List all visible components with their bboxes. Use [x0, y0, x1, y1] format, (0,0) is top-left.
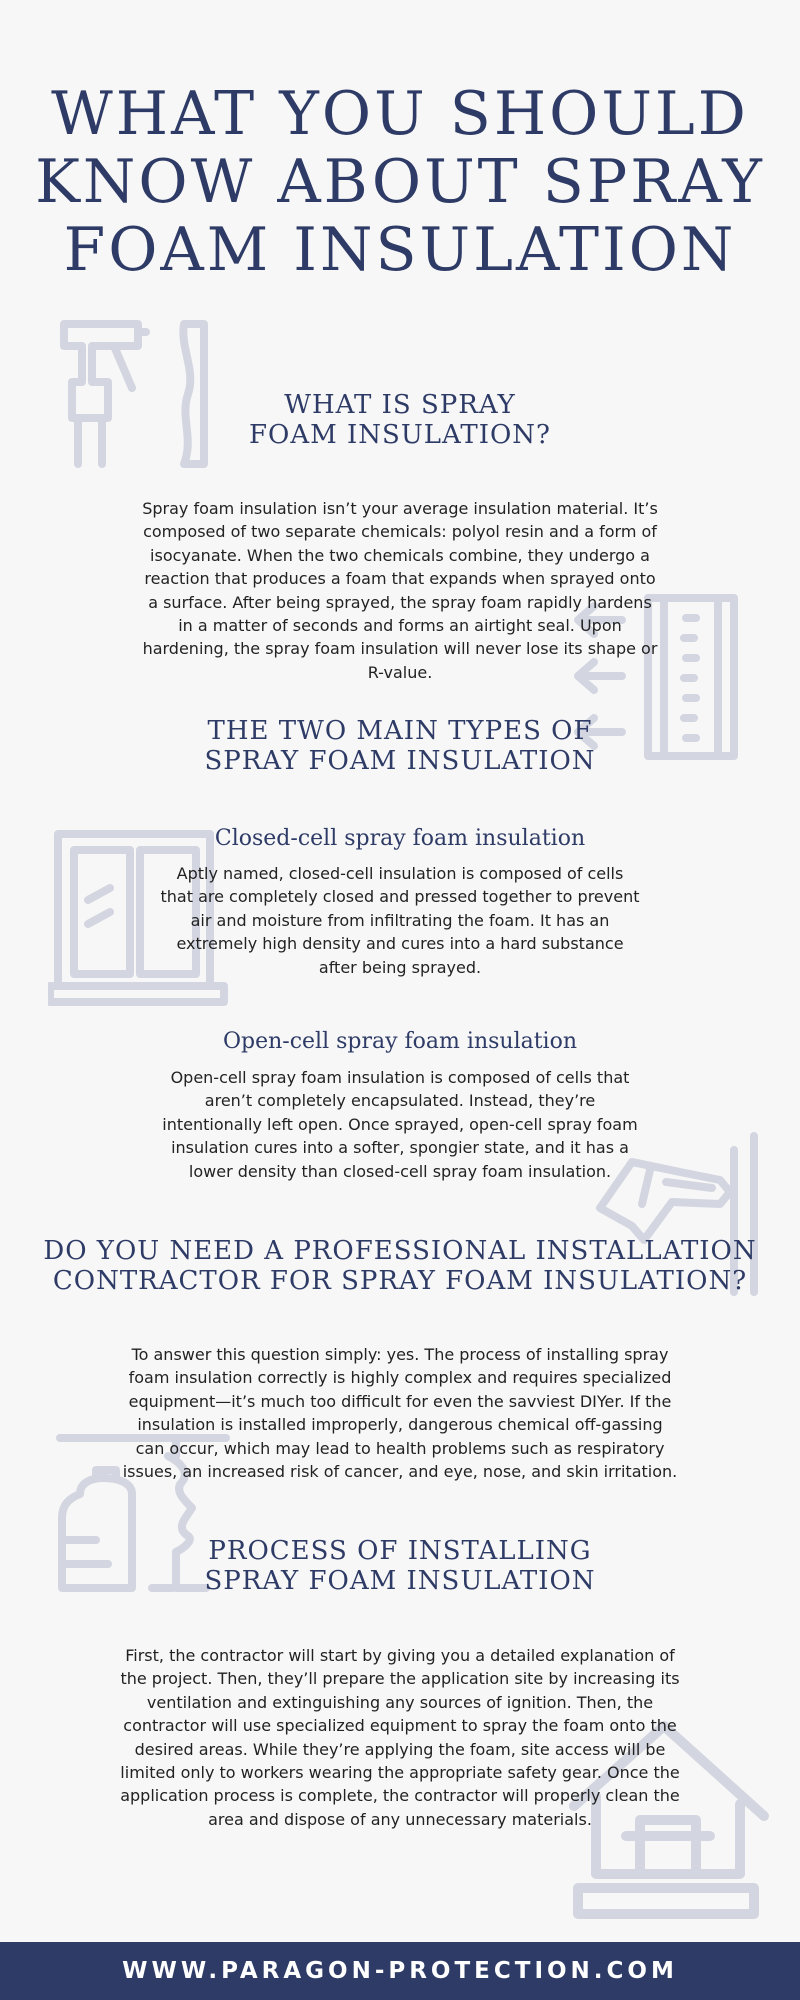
section-body-process: First, the contractor will start by giving you a detailed explanation of the project. Then, they’ll prepare the application site by increasing its ventilation and extinguishing any sources of ignition. Then, the contractor will use specialized equipment to spray the foam onto the desired areas. While they’re applying the foam, site access will be limited only to workers wearing the appropriate safety gear. Once the application process is complete, the contractor will properly clean the area and dispose of any unnecessary materials. [120, 1646, 680, 1829]
section-heading-what-is [200, 390, 600, 450]
page-title [20, 80, 780, 284]
heading-line: SPRAY FOAM INSULATION [204, 1566, 596, 1596]
title-line: KNOW ABOUT SPRAY [35, 147, 765, 217]
subheading-open-cell: Open-cell spray foam insulation [222, 1029, 578, 1054]
heading-line: THE TWO MAIN TYPES OF [207, 716, 593, 746]
footer-bar [0, 1942, 800, 2000]
heading-line: WHAT IS SPRAY [284, 390, 516, 420]
title-line: FOAM INSULATION [63, 215, 737, 285]
footer-url: WWW.PARAGON-PROTECTION.COM [122, 1958, 678, 1984]
heading-line: CONTRACTOR FOR SPRAY FOAM INSULATION? [52, 1266, 748, 1296]
body-closed-cell: Aptly named, closed-cell insulation is composed of cells that are completely closed and pressed together to prevent air and moisture from infiltrating the foam. It has an extremely high density and cures into a hard substance after being sprayed. [160, 864, 640, 977]
heading-line: FOAM INSULATION? [249, 420, 551, 450]
spray-bottle-icon [58, 318, 218, 470]
section-heading-process [200, 1536, 600, 1596]
subheading-closed-cell: Closed-cell spray foam insulation [214, 826, 586, 851]
section-body-what-is: Spray foam insulation isn’t your average insulation material. It’s composed of two separate chemicals: polyol resin and a form of isocyanate. When the two chemicals combine, they undergo a reaction that produces a foam that expands when sprayed onto a surface. After being sprayed, the spray foam rapidly hardens in a matter of seconds and forms an airtight seal. Upon hardening, the spray foam insulation will never lose its shape or R-value. [142, 499, 658, 682]
heading-line: DO YOU NEED A PROFESSIONAL INSTALLATION [43, 1236, 757, 1266]
section-heading-professional [30, 1236, 770, 1296]
section-body-professional: To answer this question simply: yes. The process of installing spray foam insulation correctly is highly complex and requires specialized equipment—it’s much too difficult for even the savviest DIYer. If the insulation is installed improperly, dangerous chemical off-gassing can occur, which may lead to health problems such as respiratory issues, an increased risk of cancer, and eye, nose, and skin irritation. [122, 1345, 678, 1482]
body-open-cell: Open-cell spray foam insulation is composed of cells that aren’t completely encapsulated. Instead, they’re intentionally left open. Once sprayed, open-cell spray foam insulation cures into a softer, spongier state, and it has a lower density than closed-cell spray foam insulation. [162, 1068, 638, 1181]
title-line: WHAT YOU SHOULD [51, 79, 749, 149]
heading-line: SPRAY FOAM INSULATION [204, 746, 596, 776]
heading-line: PROCESS OF INSTALLING [208, 1536, 592, 1566]
section-heading-types [150, 716, 650, 776]
